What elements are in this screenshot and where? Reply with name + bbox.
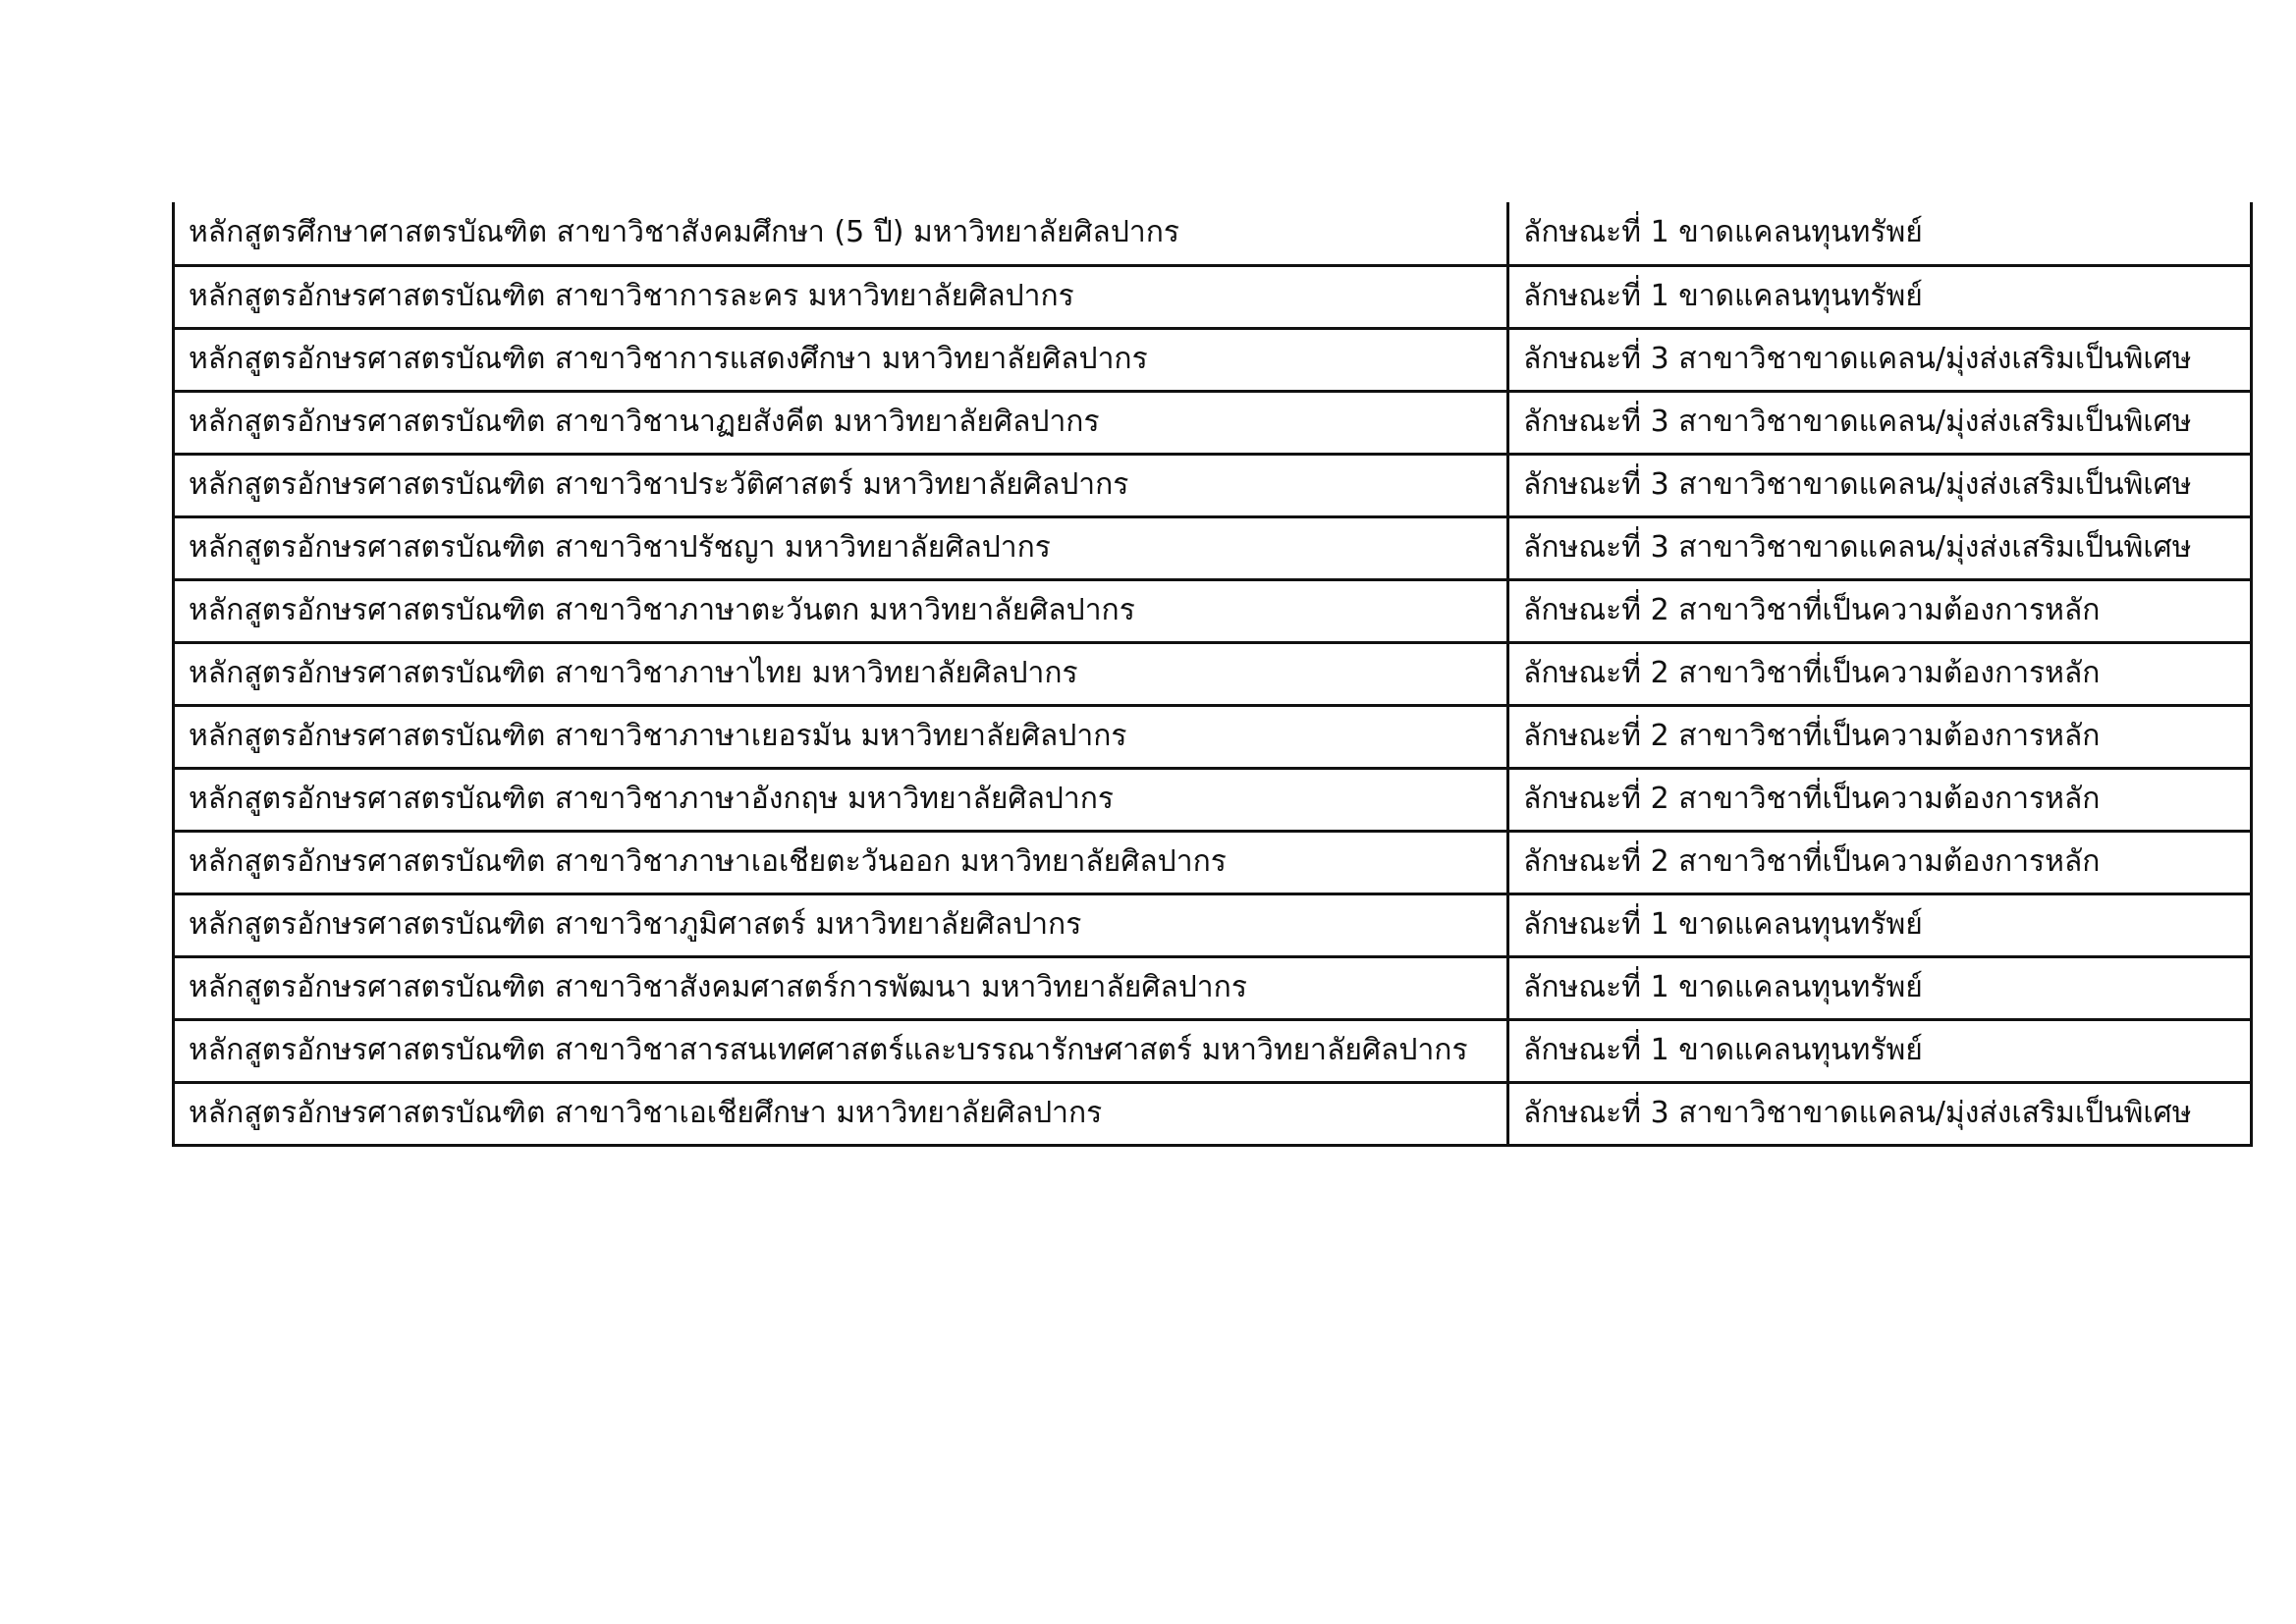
table-row [174,893,2252,956]
scholarship-type-cell: ลักษณะที่ 3 สาขาวิชาขาดแคลน/มุ่งส่งเสริมเป็นพิเศษ [1508,454,2252,516]
program-name-cell: หลักสูตรศึกษาศาสตรบัณฑิต สาขาวิชาสังคมศึกษา (5 ปี) มหาวิทยาลัยศิลปากร [174,202,1508,265]
table-row [174,516,2252,579]
scholarship-type-cell: ลักษณะที่ 2 สาขาวิชาที่เป็นความต้องการหลัก [1508,831,2252,893]
scholarship-type-cell: ลักษณะที่ 3 สาขาวิชาขาดแคลน/มุ่งส่งเสริมเป็นพิเศษ [1508,328,2252,391]
scholarship-type-cell: ลักษณะที่ 2 สาขาวิชาที่เป็นความต้องการหลัก [1508,768,2252,831]
program-table [172,202,2253,1147]
scholarship-type-cell: ลักษณะที่ 1 ขาดแคลนทุนทรัพย์ [1508,265,2252,328]
table-row [174,454,2252,516]
program-name-cell: หลักสูตรอักษรศาสตรบัณฑิต สาขาวิชาภาษาเยอรมัน มหาวิทยาลัยศิลปากร [174,705,1508,768]
scholarship-type-cell: ลักษณะที่ 1 ขาดแคลนทุนทรัพย์ [1508,202,2252,265]
table-row [174,1019,2252,1082]
scholarship-type-cell: ลักษณะที่ 3 สาขาวิชาขาดแคลน/มุ่งส่งเสริมเป็นพิเศษ [1508,1082,2252,1145]
program-table-body [174,202,2252,1145]
program-name-cell: หลักสูตรอักษรศาสตรบัณฑิต สาขาวิชาการแสดงศึกษา มหาวิทยาลัยศิลปากร [174,328,1508,391]
table-row [174,579,2252,642]
program-name-cell: หลักสูตรอักษรศาสตรบัณฑิต สาขาวิชาการละคร มหาวิทยาลัยศิลปากร [174,265,1508,328]
program-name-cell: หลักสูตรอักษรศาสตรบัณฑิต สาขาวิชาภาษาไทย มหาวิทยาลัยศิลปากร [174,642,1508,705]
table-row [174,768,2252,831]
scholarship-type-cell: ลักษณะที่ 1 ขาดแคลนทุนทรัพย์ [1508,956,2252,1019]
program-name-cell: หลักสูตรอักษรศาสตรบัณฑิต สาขาวิชานาฏยสังคีต มหาวิทยาลัยศิลปากร [174,391,1508,454]
table-row [174,642,2252,705]
table-row [174,391,2252,454]
program-name-cell: หลักสูตรอักษรศาสตรบัณฑิต สาขาวิชาปรัชญา มหาวิทยาลัยศิลปากร [174,516,1508,579]
table-row [174,831,2252,893]
program-name-cell: หลักสูตรอักษรศาสตรบัณฑิต สาขาวิชาเอเชียศึกษา มหาวิทยาลัยศิลปากร [174,1082,1508,1145]
program-name-cell: หลักสูตรอักษรศาสตรบัณฑิต สาขาวิชาสังคมศาสตร์การพัฒนา มหาวิทยาลัยศิลปากร [174,956,1508,1019]
program-name-cell: หลักสูตรอักษรศาสตรบัณฑิต สาขาวิชาภาษาตะวันตก มหาวิทยาลัยศิลปากร [174,579,1508,642]
table-row [174,1082,2252,1145]
table-row [174,265,2252,328]
program-name-cell: หลักสูตรอักษรศาสตรบัณฑิต สาขาวิชาภาษาเอเชียตะวันออก มหาวิทยาลัยศิลปากร [174,831,1508,893]
program-name-cell: หลักสูตรอักษรศาสตรบัณฑิต สาขาวิชาประวัติศาสตร์ มหาวิทยาลัยศิลปากร [174,454,1508,516]
scholarship-type-cell: ลักษณะที่ 2 สาขาวิชาที่เป็นความต้องการหลัก [1508,642,2252,705]
scholarship-type-cell: ลักษณะที่ 3 สาขาวิชาขาดแคลน/มุ่งส่งเสริมเป็นพิเศษ [1508,391,2252,454]
scholarship-type-cell: ลักษณะที่ 1 ขาดแคลนทุนทรัพย์ [1508,893,2252,956]
table-row [174,956,2252,1019]
program-name-cell: หลักสูตรอักษรศาสตรบัณฑิต สาขาวิชาภาษาอังกฤษ มหาวิทยาลัยศิลปากร [174,768,1508,831]
scholarship-type-cell: ลักษณะที่ 2 สาขาวิชาที่เป็นความต้องการหลัก [1508,705,2252,768]
program-name-cell: หลักสูตรอักษรศาสตรบัณฑิต สาขาวิชาภูมิศาสตร์ มหาวิทยาลัยศิลปากร [174,893,1508,956]
table-row [174,705,2252,768]
scholarship-type-cell: ลักษณะที่ 2 สาขาวิชาที่เป็นความต้องการหลัก [1508,579,2252,642]
table-row [174,328,2252,391]
program-name-cell: หลักสูตรอักษรศาสตรบัณฑิต สาขาวิชาสารสนเทศศาสตร์และบรรณารักษศาสตร์ มหาวิทยาลัยศิลปากร [174,1019,1508,1082]
scholarship-type-cell: ลักษณะที่ 1 ขาดแคลนทุนทรัพย์ [1508,1019,2252,1082]
table-row [174,202,2252,265]
scholarship-type-cell: ลักษณะที่ 3 สาขาวิชาขาดแคลน/มุ่งส่งเสริมเป็นพิเศษ [1508,516,2252,579]
